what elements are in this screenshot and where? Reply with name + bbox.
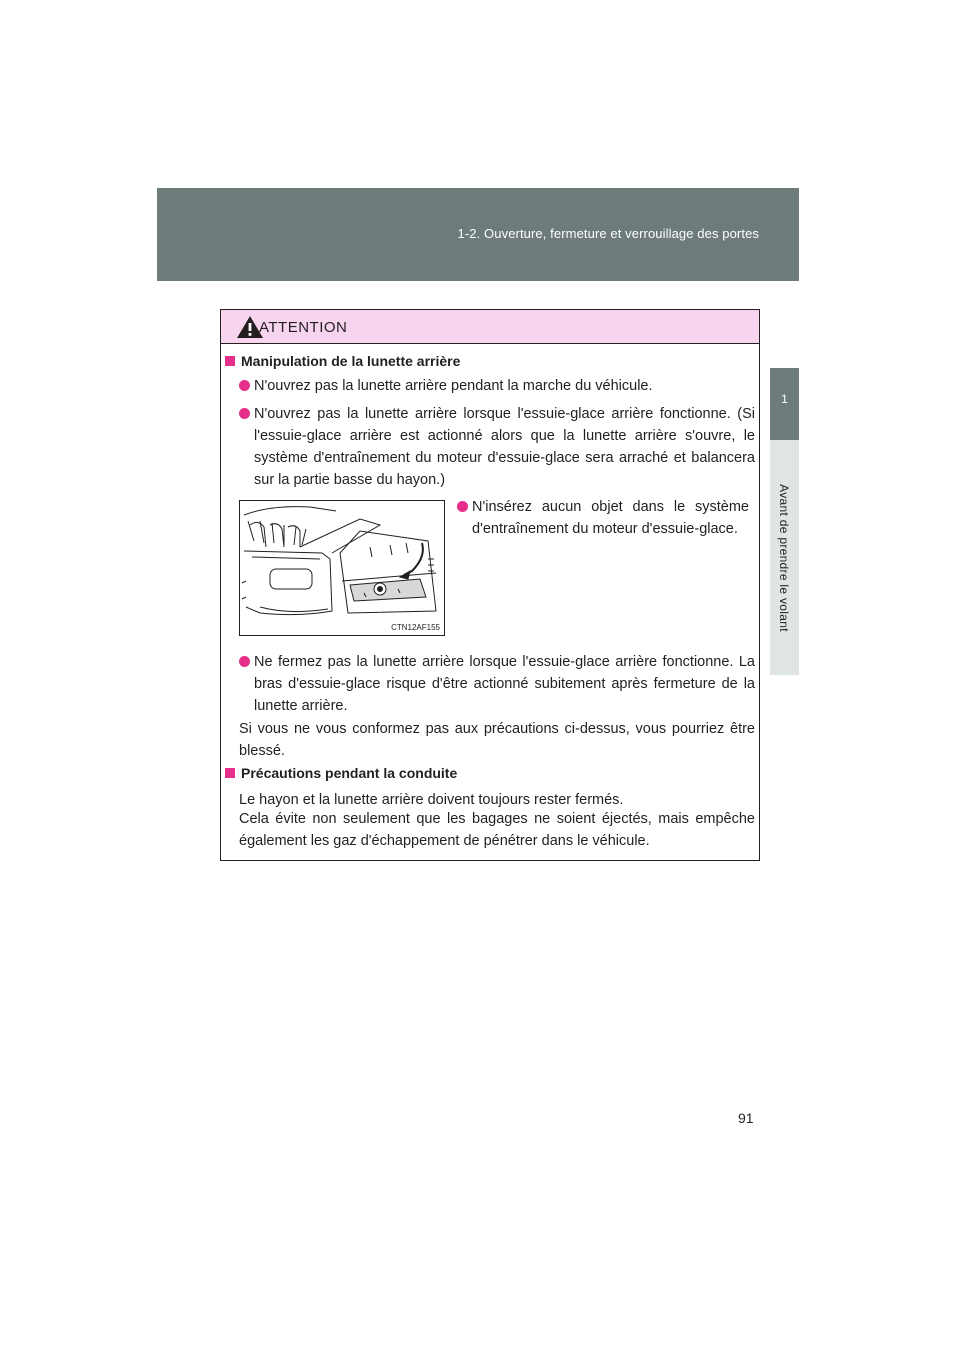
bullet-text: Ne fermez pas la lunette arrière lorsque l'essuie-glace arrière fonctionne. La bras d'essuie-glace risque d'être actionné subitement après fermeture de la lunette arrière.	[254, 654, 755, 714]
section-title: 1-2. Ouverture, fermeture et verrouillage des portes	[457, 226, 759, 241]
bullet-dot-icon	[239, 656, 250, 667]
section-heading-text: Manipulation de la lunette arrière	[241, 353, 461, 369]
chapter-number: 1	[781, 392, 788, 406]
chapter-label-tab	[770, 440, 799, 675]
bullet-text: N'ouvrez pas la lunette arrière lorsque l'essuie-glace arrière fonctionne. (Si l'essuie-glace arrière est actionné alors que la lunette arrière s'ouvre, le système d'entraînement du moteur d'essuie-glace sera arraché et balancera sur la partie basse du hayon.)	[254, 406, 755, 488]
closing-note: Si vous ne vous conformez pas aux précautions ci-dessus, vous pourriez être blessé.	[239, 721, 755, 759]
chapter-tab	[770, 368, 799, 440]
warning-box	[220, 309, 760, 861]
bullet-dot-icon	[239, 408, 250, 419]
bullet-text: N'ouvrez pas la lunette arrière pendant la marche du véhicule.	[254, 378, 653, 394]
bullet-item	[239, 651, 755, 717]
header-band	[157, 188, 799, 281]
section-heading	[225, 765, 457, 781]
bullet-text: N'insérez aucun objet dans le système d'entraînement du moteur d'essuie-glace.	[472, 499, 749, 537]
bullet-item	[239, 375, 755, 397]
section-heading	[225, 353, 460, 369]
warning-header	[221, 310, 759, 344]
square-bullet-icon	[225, 768, 235, 778]
wiper-motor-illustration	[239, 500, 445, 636]
warning-title: ATTENTION	[259, 319, 348, 336]
bullet-item	[239, 403, 755, 491]
section-heading-text: Précautions pendant la conduite	[241, 765, 458, 781]
tailgate-wiper-drawing	[240, 501, 444, 635]
illustration-code: CTN12AF155	[391, 623, 440, 632]
page-number: 91	[738, 1110, 754, 1126]
chapter-label: Avant de prendre le volant	[777, 484, 791, 632]
driving-note-line: Le hayon et la lunette arrière doivent toujours rester fermés.	[239, 792, 624, 808]
bullet-dot-icon	[457, 501, 468, 512]
driving-note-line: Cela évite non seulement que les bagages ne soient éjectés, mais empêche également les gaz d'échappement de pénétrer dans le véhicule.	[239, 811, 755, 849]
square-bullet-icon	[225, 356, 235, 366]
bullet-dot-icon	[239, 380, 250, 391]
bullet-item	[457, 496, 749, 540]
